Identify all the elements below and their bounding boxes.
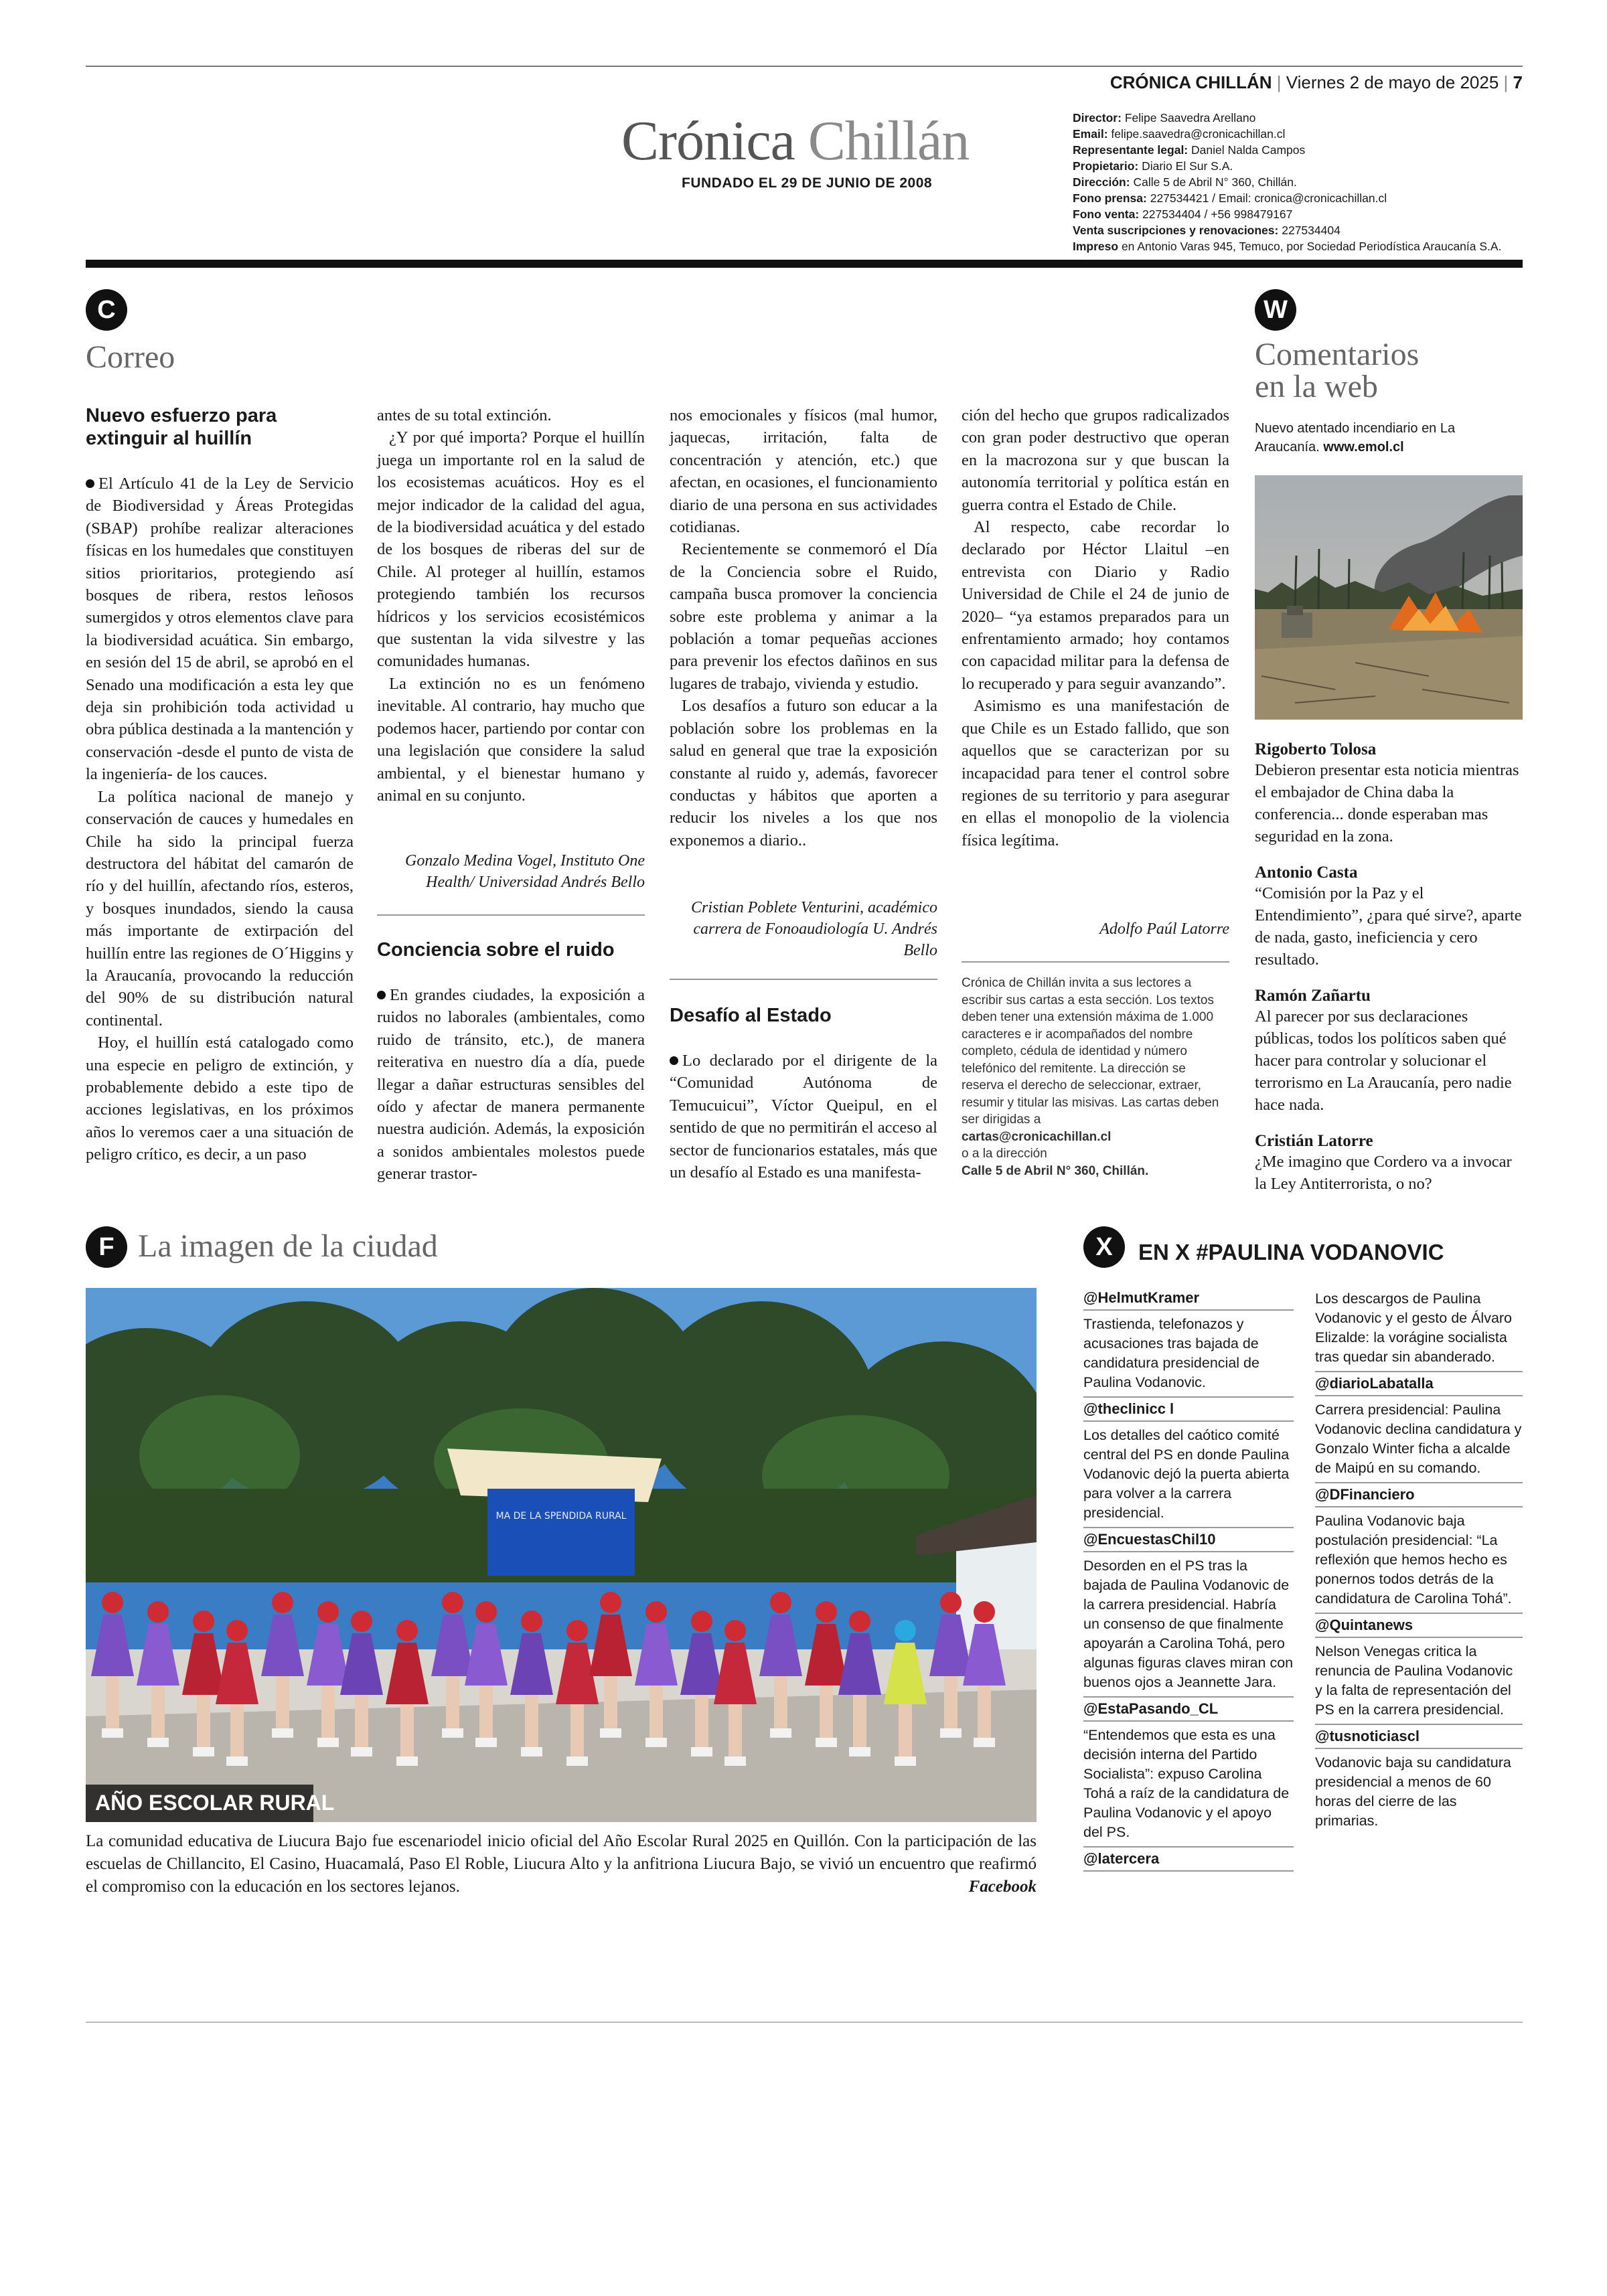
- staff-value: 227534404: [1282, 224, 1341, 237]
- article-ruido-col3: [670, 404, 937, 851]
- staff-value: en Antonio Varas 945, Temuco, por Sociedad Periodística Araucanía S.A.: [1121, 240, 1502, 253]
- web-comment-author: Rigoberto Tolosa: [1255, 740, 1377, 758]
- web-title-line1: Comentarios: [1255, 337, 1420, 372]
- photo-caption-text: La comunidad educativa de Liucura Bajo fue escenariodel inicio oficial del Año Escolar Rural 2025 en Quillón. Con la participación de las escuelas de Chillancito, El Casino, Huacamalá, Paso El Roble, Liucura Alto y la anfitriona Liucura Bajo, se vivió un encuentro que reafirmó el compromiso con la educación en los sectores lejanos.: [86, 1832, 1037, 1896]
- x-divider: [1315, 1371, 1523, 1372]
- x-divider: [1083, 1696, 1294, 1698]
- staff-row: [1073, 142, 1515, 158]
- letters-note-text: Crónica de Chillán invita a sus lectores a escribir sus cartas a esta sección. Los textos deben tener una extensión máxima de 1.000 caracteres e ir acompañados del nombre completo, cédula de identidad y número telefónico del remitente. La dirección se reserva el derecho de seleccionar, extraer, resumir y titular las misivas. Las cartas deben ser dirigidas a: [962, 976, 1219, 1127]
- paragraph-text: El Artículo 41 de la Ley de Servicio de Biodiversidad y Áreas Protegidas (SBAP) prohíbe realizar alteraciones físicas en los humedales que constituyen sitios prioritarios, protegiendo así bosques de ribera, restos leñosos sumergidos y otros elementos clave para la biodiversidad acuática. Sin embargo, en sesión del 15 de abril, se aprobó en el Senado una modificación a esta ley que deja sin prohibición toda actividad u obra pública destinada a la mantención y conservación -desde el punto de vista de la ingeniería- de los cauces.: [86, 475, 354, 784]
- paragraph: Los desafíos a futuro son educar a la población sobre los problemas en la salud en general que trae la exposición constante al ruido y, además, favorecer conductas y hábitos que aporten a reducir los niveles a los que nos exponemos a diario..: [670, 697, 937, 849]
- x-post-text: Vodanovic baja su candidatura presidencial a menos de 60 horas del cierre de las primarias.: [1315, 1754, 1511, 1829]
- x-post-text: Nelson Venegas critica la renuncia de Paulina Vodanovic y la falta de representación del PS en la carrera presidencial.: [1315, 1643, 1513, 1718]
- x-post-handle[interactable]: @latercera: [1083, 1850, 1160, 1867]
- x-post-handle[interactable]: @DFinanciero: [1315, 1486, 1415, 1503]
- x-post-text: Carrera presidencial: Paulina Vodanovic declina candidatura y Gonzalo Winter ficha a alcalde de Maipú en su comando.: [1315, 1402, 1522, 1476]
- masthead-title-b: Chillán: [808, 110, 970, 172]
- staff-row: [1073, 222, 1515, 238]
- staff-row: [1073, 126, 1515, 142]
- web-badge: W: [1255, 289, 1296, 331]
- staff-row: [1073, 206, 1515, 222]
- staff-label: Impreso: [1073, 240, 1119, 253]
- web-intro: [1255, 419, 1523, 457]
- web-comment-text: Al parecer por sus declaraciones públicas, todos los políticos saben qué hacer para controlar y solucionar el terrorismo en La Araucanía, pero nadie hace nada.: [1255, 1007, 1512, 1114]
- paragraph: antes de su total extinción.: [377, 406, 552, 424]
- paragraph: Hoy, el huillín está catalogado como una especie en peligro de extinción, y probablemente debido a este tipo de acciones legislativas, en los próximos años lo veremos caer a una situación de peligro crítico, es decir, a un paso: [86, 1034, 354, 1164]
- x-post-text: Paulina Vodanovic baja postulación presidencial: “La reflexión que hemos hecho es ponernos todos detrás de la candidatura de Carolina Tohá”.: [1315, 1513, 1512, 1607]
- staff-label: Representante legal:: [1073, 143, 1189, 157]
- x-divider: [1083, 1870, 1294, 1872]
- staff-value: Calle 5 de Abril N° 360, Chillán.: [1133, 175, 1297, 189]
- staff-label: Director:: [1073, 111, 1122, 125]
- web-comment: [1255, 864, 1523, 971]
- article-desafio-col4: [962, 404, 1229, 851]
- bullet-icon: [670, 1056, 678, 1065]
- staff-label: Venta suscripciones y renovaciones:: [1073, 224, 1279, 237]
- x-badge: X: [1083, 1226, 1125, 1268]
- letters-note: [962, 975, 1229, 1179]
- x-post-handle[interactable]: @HelmutKramer: [1083, 1289, 1200, 1306]
- divider: [670, 979, 937, 980]
- article-huillin-col2: [377, 404, 645, 807]
- x-post-text: “Entendemos que esta es una decisión interna del Partido Socialista”: expuso Carolina Tohá a raíz de la candidatura de Paulina Vodanovic y el apoyo del PS.: [1083, 1727, 1290, 1840]
- staff-value: felipe.saavedra@cronicachillan.cl: [1111, 127, 1286, 141]
- correo-badge: C: [86, 289, 127, 331]
- staff-label: Dirección:: [1073, 175, 1130, 189]
- web-intro-link[interactable]: www.emol.cl: [1323, 440, 1404, 455]
- staff-row: [1073, 158, 1515, 174]
- staff-label: Email:: [1073, 127, 1108, 141]
- x-divider: [1315, 1748, 1523, 1749]
- x-divider: [1315, 1637, 1523, 1638]
- x-section-title: EN X #PAULINA VODANOVIC: [1138, 1240, 1444, 1264]
- x-divider: [1083, 1420, 1294, 1422]
- x-post-handle[interactable]: @EstaPasando_CL: [1083, 1700, 1219, 1717]
- staff-value: Diario El Sur S.A.: [1142, 159, 1233, 173]
- paragraph: Al respecto, cabe recordar lo declarado por Héctor Llaitul –en entrevista con Diario y Radio Universidad de Chile el 24 de junio de 2020– “ya estamos preparados para un enfrentamiento armado; hoy contamos con capacidad militar para la defensa de lo recuperado y para seguir avanzando”.: [962, 518, 1229, 693]
- signature-desafio: Adolfo Paúl Latorre: [1099, 920, 1229, 938]
- web-section-title: [1255, 339, 1419, 403]
- banner-text: MA DE LA SPENDIDA RURAL: [495, 1511, 627, 1522]
- x-post-handle[interactable]: @EncuestasChil10: [1083, 1531, 1216, 1548]
- web-comment-text: Debieron presentar esta noticia mientras el embajador de China daba la conferencia... donde esperaban mas seguridad en la zona.: [1255, 761, 1519, 845]
- imagen-section-title: La imagen de la ciudad: [138, 1228, 438, 1264]
- photo-credit: Facebook: [968, 1878, 1037, 1896]
- x-divider: [1315, 1506, 1523, 1507]
- article-title-desafio: Desafío al Estado: [670, 1005, 832, 1026]
- bottom-rule: [86, 2022, 1523, 2023]
- staff-row: [1073, 238, 1515, 254]
- paragraph: [86, 473, 354, 786]
- signature-huillin: Gonzalo Medina Vogel, Instituto One Health/ Universidad Andrés Bello: [405, 852, 645, 891]
- staff-value: Felipe Saavedra Arellano: [1124, 111, 1256, 125]
- x-divider: [1315, 1613, 1523, 1614]
- staff-value: 227534421 / Email: cronica@cronicachillan.cl: [1150, 191, 1387, 205]
- fire-photo-image: [1255, 475, 1523, 720]
- photo-label: AÑO ESCOLAR RURAL: [95, 1791, 335, 1815]
- staff-label: Fono venta:: [1073, 208, 1140, 221]
- article-desafio-col3: [670, 1050, 937, 1183]
- x-divider: [1083, 1846, 1294, 1848]
- staff-label: Propietario:: [1073, 159, 1139, 173]
- article-title-ruido: Conciencia sobre el ruido: [377, 939, 615, 961]
- web-intro-text: Nuevo atentado incendiario en La Araucanía.: [1255, 421, 1456, 455]
- x-column-1: [1083, 1289, 1294, 1876]
- web-comment: [1255, 987, 1523, 1116]
- school-event-photo-image: [86, 1288, 1037, 1822]
- bullet-icon: [377, 991, 386, 999]
- web-comment-author: Cristián Latorre: [1255, 1132, 1373, 1150]
- folio-page-number: 7: [1513, 72, 1523, 92]
- article-ruido-col2: [377, 984, 645, 1185]
- top-rule: [86, 66, 1523, 67]
- x-post-handle[interactable]: @tusnoticiascl: [1315, 1728, 1420, 1744]
- paragraph-text: Lo declarado por el dirigente de la “Comunidad Autónoma de Temucuicui”, Víctor Queipul, en el sentido de que no permitirán el acceso al sector de funcionarios estatales, más que un desafío al Estado es una manifesta-: [670, 1052, 937, 1182]
- school-event-photo: [86, 1288, 1037, 1822]
- x-divider: [1083, 1720, 1294, 1722]
- divider: [962, 961, 1229, 963]
- web-comments-list: [1255, 740, 1523, 1211]
- staff-label: Fono prensa:: [1073, 191, 1147, 205]
- x-divider: [1083, 1527, 1294, 1528]
- photo-caption: [86, 1830, 1037, 1898]
- x-divider: [1083, 1309, 1294, 1311]
- x-post-handle[interactable]: @diarioLabatalla: [1315, 1375, 1434, 1392]
- correo-section-title: Correo: [86, 339, 175, 375]
- letters-email-link[interactable]: cartas@cronicachillan.cl: [962, 1129, 1112, 1144]
- x-post-handle[interactable]: @Quintanews: [1315, 1617, 1413, 1633]
- x-post-text: Los descargos de Paulina Vodanovic y el gesto de Álvaro Elizalde: la vorágine socialista tras quedar sin abanderado.: [1315, 1291, 1513, 1365]
- staff-row: [1073, 190, 1515, 206]
- x-post-text: Desorden en el PS tras la bajada de Paulina Vodanovic de la carrera presidencial. Habría un consenso de que finalmente apoyarán a Carolina Tohá, pero algunas figuras claves miran con buenos ojos a Jeannette Jara.: [1083, 1558, 1294, 1690]
- masthead-logo: [621, 108, 969, 173]
- web-title-line2: en la web: [1255, 369, 1378, 404]
- web-comment-author: Ramón Zañartu: [1255, 987, 1371, 1005]
- paragraph: La extinción no es un fenómeno inevitable. Al contrario, hay mucho que podemos hacer, partiendo por contar con una legislación que considere la salud ambiental, y el bienestar humano y animal en su conjunto.: [377, 674, 645, 805]
- folio-date: Viernes 2 de mayo de 2025: [1286, 72, 1499, 92]
- fire-photo: [1255, 475, 1523, 720]
- masthead-thick-rule: [86, 260, 1523, 268]
- web-comment-text: “Comisión por la Paz y el Entendimiento”, ¿para qué sirve?, aparte de nada, gasto, ineficiencia y cero resultado.: [1255, 884, 1522, 969]
- folio-paper: CRÓNICA CHILLÁN: [1109, 72, 1272, 92]
- signature-ruido: Cristian Poblete Venturini, académico carrera de Fonoaudiología U. Andrés Bello: [691, 899, 937, 959]
- x-post-text: Los detalles del caótico comité central del PS en donde Paulina Vodanovic dejó la puerta abierta para volver a la carrera presidencial.: [1083, 1427, 1290, 1521]
- x-divider: [1083, 1551, 1294, 1552]
- paragraph: La política nacional de manejo y conservación de cauces y humedales en Chile ha sido la principal fuerza destructora del hábitat del camarón de río y del huillín, afectando ríos, esteros, y bosques inundados, siendo la causa más importante de extirpación del huillín entre las regiones de O´Higgins y la Araucanía, provocando la reducción del 90% de su distribución natural continental.: [86, 787, 354, 1030]
- paragraph: ción del hecho que grupos radicalizados con gran poder destructivo que operan en la macrozona sur y que buscan la autonomía territorial y política están en guerra contra el Estado de Chile.: [962, 406, 1229, 514]
- web-comment-author: Antonio Casta: [1255, 864, 1358, 882]
- masthead-title-a: Crónica: [621, 110, 795, 172]
- paragraph: Recientemente se conmemoró el Día de la Conciencia sobre el Ruido, campaña busca promover la conciencia sobre este problema y animar a la población a tomar pequeñas acciones para prevenir los efectos dañinos en sus lugares de trabajo, vivienda y estudio.: [670, 540, 937, 693]
- paragraph: [670, 1050, 937, 1183]
- letters-note-or: o a la dirección: [962, 1147, 1047, 1161]
- staff-row: [1073, 110, 1515, 126]
- article-huillin-col1: [86, 473, 354, 1166]
- x-divider: [1315, 1482, 1523, 1483]
- x-divider: [1315, 1724, 1523, 1725]
- staff-row: [1073, 174, 1515, 190]
- article-title-huillin: Nuevo esfuerzo para extinguir al huillín: [86, 405, 277, 449]
- page-folio: CRÓNICA CHILLÁN | Viernes 2 de mayo de 2025 | 7: [1109, 72, 1523, 92]
- staff-box: [1073, 110, 1515, 254]
- x-column-2: [1315, 1289, 1523, 1831]
- paragraph-text: En grandes ciudades, la exposición a ruidos no laborales (ambientales, como ruido de tránsito, etc.), de manera reiterativa en nuestro día a día, puede llegar a dañar estructuras sensibles del oído y afectar de manera permanente nuestra audición. Además, la exposición a sonidos ambientales molestos puede generar trastor-: [377, 986, 645, 1183]
- bullet-icon: [86, 479, 94, 488]
- founded-line: FUNDADO EL 29 DE JUNIO DE 2008: [682, 175, 933, 191]
- paragraph: Asimismo es una manifestación de que Chile es un Estado fallido, que son aquellos que se caracterizan por su incapacidad para tener el control sobre regiones de su territorio y para asegurar en ellas el monopolio de la violencia física legítima.: [962, 697, 1229, 849]
- x-post-handle[interactable]: @theclinicc l: [1083, 1400, 1174, 1417]
- web-comment-text: ¿Me imagino que Cordero va a invocar la Ley Antiterrorista, o no?: [1255, 1153, 1512, 1193]
- letters-address: Calle 5 de Abril N° 360, Chillán.: [962, 1163, 1149, 1178]
- paragraph: ¿Y por qué importa? Porque el huillín juega un importante rol en la salud de los ecosistemas acuáticos. Hoy es el mejor indicador de la calidad del agua, de la biodiversidad acuática y del estado de los bosques de riberas del sur de Chile. Al proteger al huillín, estamos protegiendo también los recursos hídricos y los servicios ecosistémicos que sustentan la vida silvestre y las comunidades humanas.: [377, 428, 645, 671]
- paragraph: nos emocionales y físicos (mal humor, jaquecas, irritación, falta de concentración y atención, etc.) que afectan, en ocasiones, el funcionamiento diario de una persona en sus actividades cotidianas.: [670, 406, 937, 537]
- imagen-badge: F: [86, 1226, 127, 1268]
- web-comment: [1255, 740, 1523, 847]
- x-post-text: Trastienda, telefonazos y acusaciones tras bajada de candidatura presidencial de Paulina Vodanovic.: [1083, 1316, 1259, 1390]
- web-comment: [1255, 1132, 1523, 1195]
- staff-value: Daniel Nalda Campos: [1191, 143, 1306, 157]
- x-divider: [1315, 1395, 1523, 1396]
- divider: [377, 914, 645, 916]
- x-divider: [1083, 1396, 1294, 1398]
- staff-value: 227534404 / +56 998479167: [1142, 208, 1293, 221]
- paragraph: [377, 984, 645, 1185]
